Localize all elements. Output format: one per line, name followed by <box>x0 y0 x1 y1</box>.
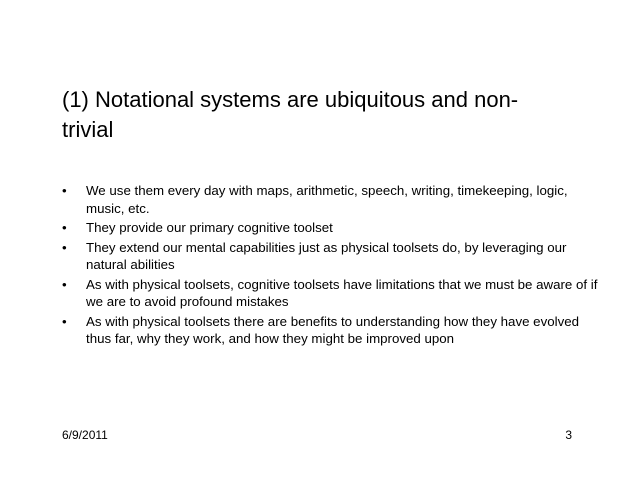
bullet-item <box>62 313 602 348</box>
bullet-item <box>62 276 602 311</box>
bullet-marker: • <box>62 183 67 198</box>
bullet-text: As with physical toolsets, cognitive toolsets have limitations that we must be aware of if we are to avoid profound mistakes <box>86 276 598 309</box>
bullet-marker: • <box>62 220 67 235</box>
bullet-text: We use them every day with maps, arithmetic, speech, writing, timekeeping, logic, music, etc. <box>86 183 568 216</box>
bullet-text: They extend our mental capabilities just as physical toolsets do, by leveraging our natural abilities <box>86 239 567 272</box>
bullet-item <box>62 219 602 237</box>
slide-title-line-1: (1) Notational systems are ubiquitous and non- <box>62 87 519 112</box>
bullet-item <box>62 239 602 274</box>
slide-title <box>62 85 582 145</box>
bullet-text: As with physical toolsets there are benefits to understanding how they have evolved thus far, why they work, and how they might be improved upon <box>86 313 580 346</box>
bullet-text: They provide our primary cognitive toolset <box>86 220 333 235</box>
bullet-list <box>62 182 602 350</box>
footer-date: 6/9/2011 <box>62 428 108 442</box>
bullet-marker: • <box>62 313 67 329</box>
bullet-marker: • <box>62 239 67 255</box>
bullet-marker: • <box>62 276 67 292</box>
slide-title-line-2: trivial <box>62 117 114 142</box>
footer-page-number: 3 <box>565 428 572 442</box>
bullet-item <box>62 182 602 217</box>
